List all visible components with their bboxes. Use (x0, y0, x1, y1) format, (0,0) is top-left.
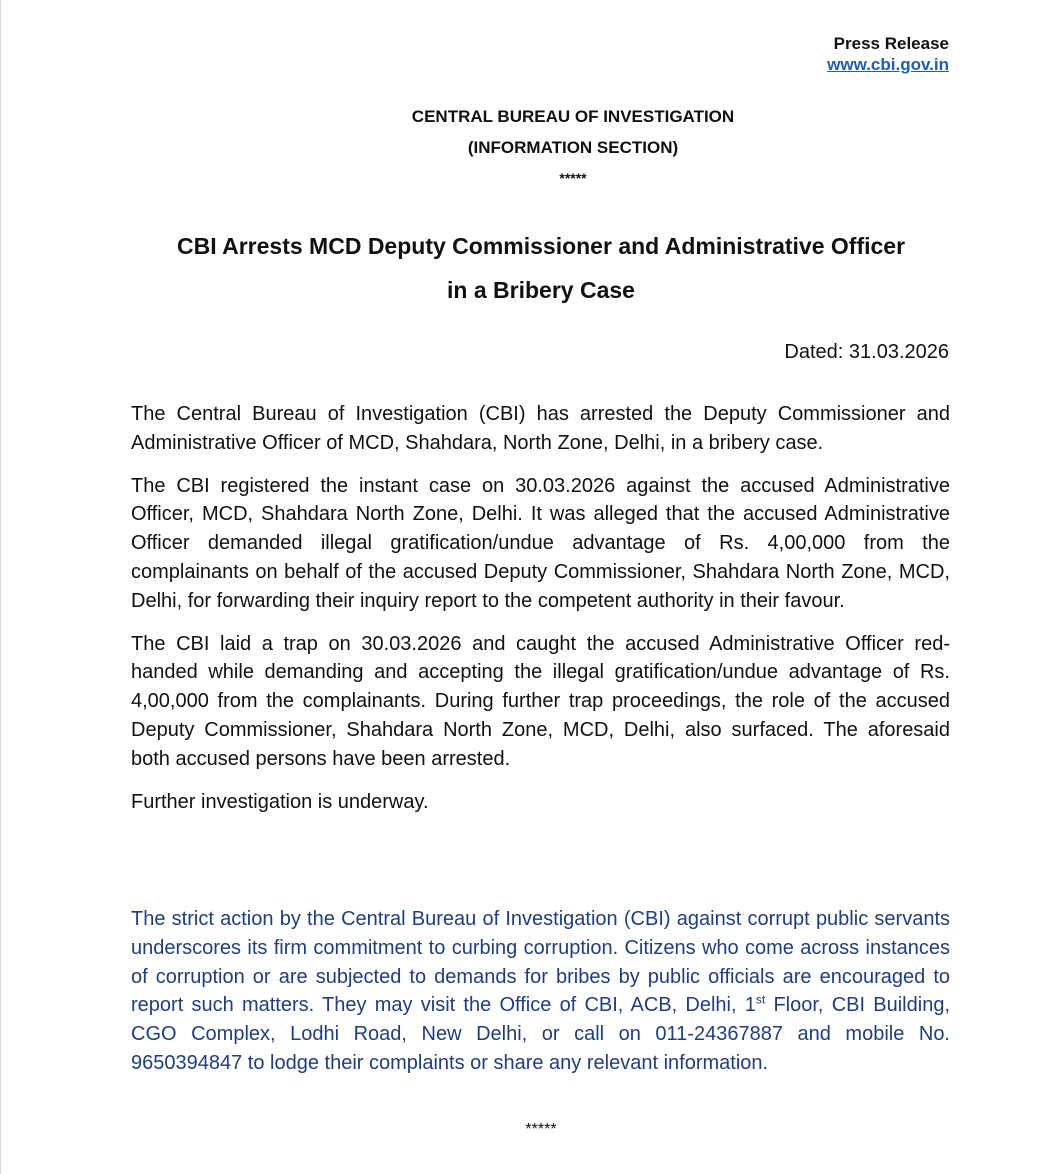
organization-section: (INFORMATION SECTION) (467, 138, 679, 157)
title-line-2: in a Bribery Case (447, 277, 635, 303)
closing-text-part-1: The strict action by the Central Bureau of Investigation (CBI) against corrupt public servants underscores its firm commitment to curbing corruption. Citizens who come across instances of corruption or are subjected to demands for bribes by public officials are encouraged to report such matters. They may visit the Office of CBI, ACB, Delhi, 1 (131, 908, 950, 1017)
paragraph: The CBI laid a trap on 30.03.2026 and caught the accused Administrative Officer red-handed while demanding and accepting the illegal gratification/undue advantage of Rs. 4,00,000 from the complainants. During further trap proceedings, the role of the accused Deputy Commissioner, Shahdara North Zone, MCD, Delhi, also surfaced. The aforesaid both accused persons have been arrested. (131, 632, 950, 770)
page-title (131, 224, 951, 312)
title-line-1: CBI Arrests MCD Deputy Commissioner and Administrative Officer (176, 233, 906, 259)
closing-appeal (131, 905, 950, 1078)
website-link[interactable]: www.cbi.gov.in (827, 55, 949, 74)
paragraph: The CBI registered the instant case on 30.03.2026 against the accused Administrative Officer, MCD, Shahdara North Zone, Delhi. It was alleged that the accused Administrative Officer demanded illegal gratification/undue advantage of Rs. 4,00,000 from the complainants on behalf of the accused Deputy Commissioner, Shahdara North Zone, MCD, Delhi, for forwarding their inquiry report to the competent authority in their favour. (131, 474, 950, 612)
body-text (131, 400, 950, 830)
header-block (827, 33, 949, 75)
press-release-label: Press Release (833, 34, 949, 53)
header-separator: ***** (559, 170, 587, 186)
ordinal-superscript: st (755, 992, 766, 1007)
organization-name: CENTRAL BUREAU OF INVESTIGATION (411, 107, 735, 126)
paragraph: Further investigation is underway. (131, 790, 429, 813)
paragraph: The Central Bureau of Investigation (CBI) has arrested the Deputy Commissioner and Administrative Officer of MCD, Shahdara, North Zone, Delhi, in a bribery case. (131, 403, 950, 454)
closing-text-part-2: Floor, CBI Building, CGO Complex, Lodhi Road, New Delhi, or call on 011-24367887 and mobile No. 9650394847 to lodge their complaints or share any relevant information. (131, 994, 950, 1074)
release-date: Dated: 31.03.2026 (784, 341, 949, 363)
end-separator: ***** (525, 1121, 557, 1138)
